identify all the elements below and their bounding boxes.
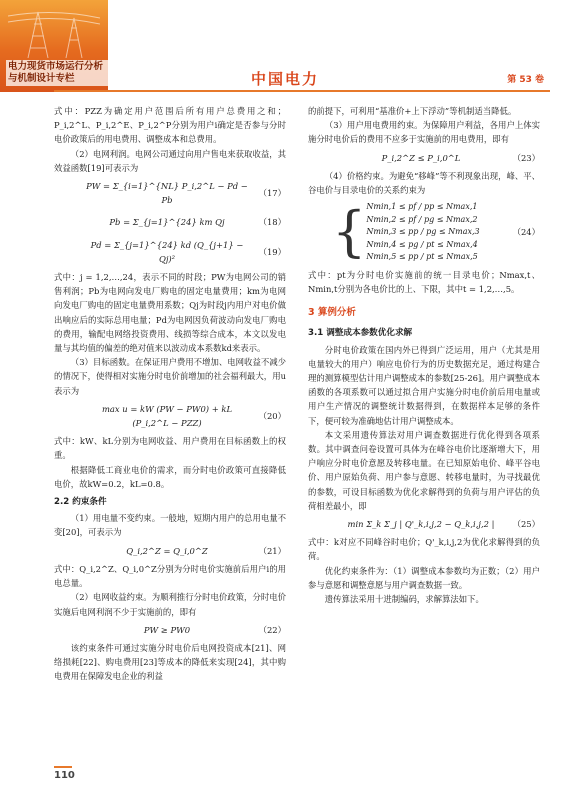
equation-21	[54, 540, 286, 562]
subsection-heading: 2.2 约束条件	[54, 497, 107, 508]
equation-number: （24）	[512, 227, 540, 238]
subsection-heading: 3.1 调整成本参数优化求解	[308, 328, 413, 339]
left-column	[54, 104, 286, 684]
right-column	[308, 104, 540, 606]
paragraph: （2）电网收益约束。为顺利推行分时电价政策，分时电价实施后电网利润不少于实施前的，即有	[54, 592, 286, 617]
paragraph: （4）价格约束。为避免“移峰”等不利现象出现，峰、平、谷电价与目录电价的关系约束为	[308, 170, 540, 196]
paragraph: 根据降低工商业电价的需求，而分时电价政策可直接降低电价，故kW=0.2，kL=0.8。	[54, 464, 286, 489]
paragraph: 式中：Q_i,2^Z、Q_i,0^Z分别为分时电价实施前后用户i的用电总量。	[54, 563, 286, 589]
equation-formula: PW = Σ_{i=1}^{NL} P_i,2^L − Pd − Pb	[86, 181, 248, 206]
equation-number: （20）	[258, 410, 286, 421]
paragraph: 遗传算法采用十进制编码，求解算法如下。	[324, 593, 484, 604]
paragraph: （2）电网利润。电网公司通过向用户售电来获取收益，其效益函数[19]可表示为	[54, 148, 286, 173]
equation-24	[308, 197, 540, 268]
equation-number: （23）	[512, 152, 540, 163]
equation-number: （22）	[258, 624, 286, 635]
header-rule	[54, 90, 550, 92]
paragraph: 优化约束条件为：（1）调整成本参数均为正数；（2）用户参与意愿和调整意愿与用户调查数据一致。	[308, 565, 540, 590]
paragraph: （3）目标函数。在保证用户费用不增加、电网收益不减少的情况下，使得相对实施分时电价前增加的社会福利最大，用u表示为	[54, 357, 286, 396]
paragraph: （1）用电量不变约束。一般地，短期内用户的总用电量不变[20]，可表示为	[54, 513, 286, 538]
equation-formula: PW ≥ PW0	[143, 624, 191, 635]
equation-number: （17）	[258, 188, 286, 199]
equation-formula: P_i,2^Z ≤ P_i,0^L	[381, 152, 461, 163]
volume-label: 第 53 卷	[507, 75, 544, 85]
equation-25	[308, 513, 540, 535]
page-number-bar	[54, 766, 72, 768]
constraint-line: Nmin,1 ≤ pf / pp ≤ Nmax,1	[366, 202, 478, 212]
equation-formula: Q_i,2^Z = Q_i,0^Z	[126, 545, 208, 556]
equation-formula: max u = kW (PW − PW0) + kL (P_i,2^L − PZZ)	[101, 403, 233, 429]
equation-23	[308, 147, 540, 169]
power-tower-icon	[8, 6, 100, 58]
constraint-line: Nmin,3 ≤ pp / pg ≤ Nmax,3	[366, 227, 480, 237]
journal-header	[0, 0, 570, 92]
equation-20	[54, 398, 286, 434]
equation-17	[54, 175, 286, 211]
constraint-line: Nmin,4 ≤ pg / pt ≤ Nmax,4	[366, 239, 478, 249]
page-number: 110	[54, 770, 75, 781]
equation-18	[54, 211, 286, 233]
equation-number: （25）	[512, 518, 540, 529]
paragraph: 式中：kW、kL分别为电网收益、用户费用在目标函数上的权重。	[54, 436, 286, 461]
paragraph: 本文采用遗传算法对用户调查数据进行优化得到各项系数。其中调查问卷设置可具体为在峰谷电价比逐渐增大下，用户响应分时电价意愿及转移电量。在已知原始电价、峰平谷电价、用户原始负荷、用户参与意愿、转移电量时，为寻找最优的参数，可设目标函数为优化求解得到的负荷与用户评估的负荷相差最小，即	[308, 429, 540, 511]
equation-formula: Pb = Σ_{j=1}^{24} km Qj	[109, 217, 225, 228]
paragraph: 的前提下，可利用“基准价+上下浮动”等机制适当降低。	[308, 106, 517, 116]
paragraph: 式中：k对应不同峰谷时电价；Q'_k,i,j,2为优化求解得到的负荷。	[308, 537, 540, 562]
constraint-lines	[366, 201, 504, 264]
paragraph: 式中：pt为分时电价实施前的统一目录电价；Nmax,t、Nmin,t分别为各电价比的上、下限，其中t = 1,2,…,5。	[308, 269, 540, 294]
column-title: 电力现货市场运行分析与机制设计专栏	[6, 60, 110, 86]
paragraph: 式中：PZZ为确定用户范围后所有用户总费用之和；P_i,2^L、P_i,2^E、P_i,2^P分别为用户i确定是否参与分时电价政策后的用电费用、调整成本和总费用。	[54, 106, 286, 145]
equation-number: （18）	[258, 217, 286, 228]
journal-title: 中国电力	[250, 70, 319, 88]
equation-22	[54, 619, 286, 641]
equation-formula: Pd = Σ_{j=1}^{24} kd (Q_{j+1} − Qj)²	[90, 239, 244, 264]
section-heading: 3 算例分析	[308, 307, 356, 319]
paragraph: （3）用户用电费用约束。为保障用户利益，各用户上体实施分时电价后的费用不应多于实施前的用电费用，即有	[308, 120, 540, 145]
paragraph: 式中：j = 1,2,…,24，表示不同的时段；PW为电网公司的销售利润；Pb为电网向发电厂购电的固定电量费用；km为电网向发电厂购电的固定电量费用系数；Qj为时段j内用户对电价做出响应后的实际总用电量；Pd为电网因负荷波动向发电厂购电的费用，输配电网络投资费用、线损等综合成本，本文以发电量与其均值的偏差的绝对值来以波动成本系数kd来表示。	[54, 272, 286, 354]
left-brace: {	[332, 200, 367, 264]
constraint-line: Nmin,2 ≤ pf / pg ≤ Nmax,2	[366, 214, 478, 224]
equation-formula: min Σ_k Σ_j | Q'_k,i,j,2 − Q_k,i,j,2 |	[347, 518, 495, 529]
equation-number: （19）	[258, 246, 286, 257]
constraint-line: Nmin,5 ≤ pp / pt ≤ Nmax,5	[366, 252, 478, 262]
equation-number: （21）	[258, 545, 286, 556]
paragraph: 分时电价政策在国内外已得到广泛运用，用户（尤其是用电量较大的用户）响应电价行为的历史数据充足，通过构建合理的测算模型估计用户调整成本的参数[25-26]。用户调整成本函数的各项系数可以通过拟合用户实施分时电价前后用电量或用户生产情况的调整统计数据得到，在数据样本足够的条件下，便可较为准确地估计用户调整成本。	[308, 344, 540, 426]
paragraph: 该约束条件可通过实施分时电价后电网投资成本[21]、网络损耗[22]、购电费用[23]等成本的降低来实现[24]，其中购电费用在保障发电企业的利益	[54, 642, 286, 682]
equation-19	[54, 234, 286, 270]
